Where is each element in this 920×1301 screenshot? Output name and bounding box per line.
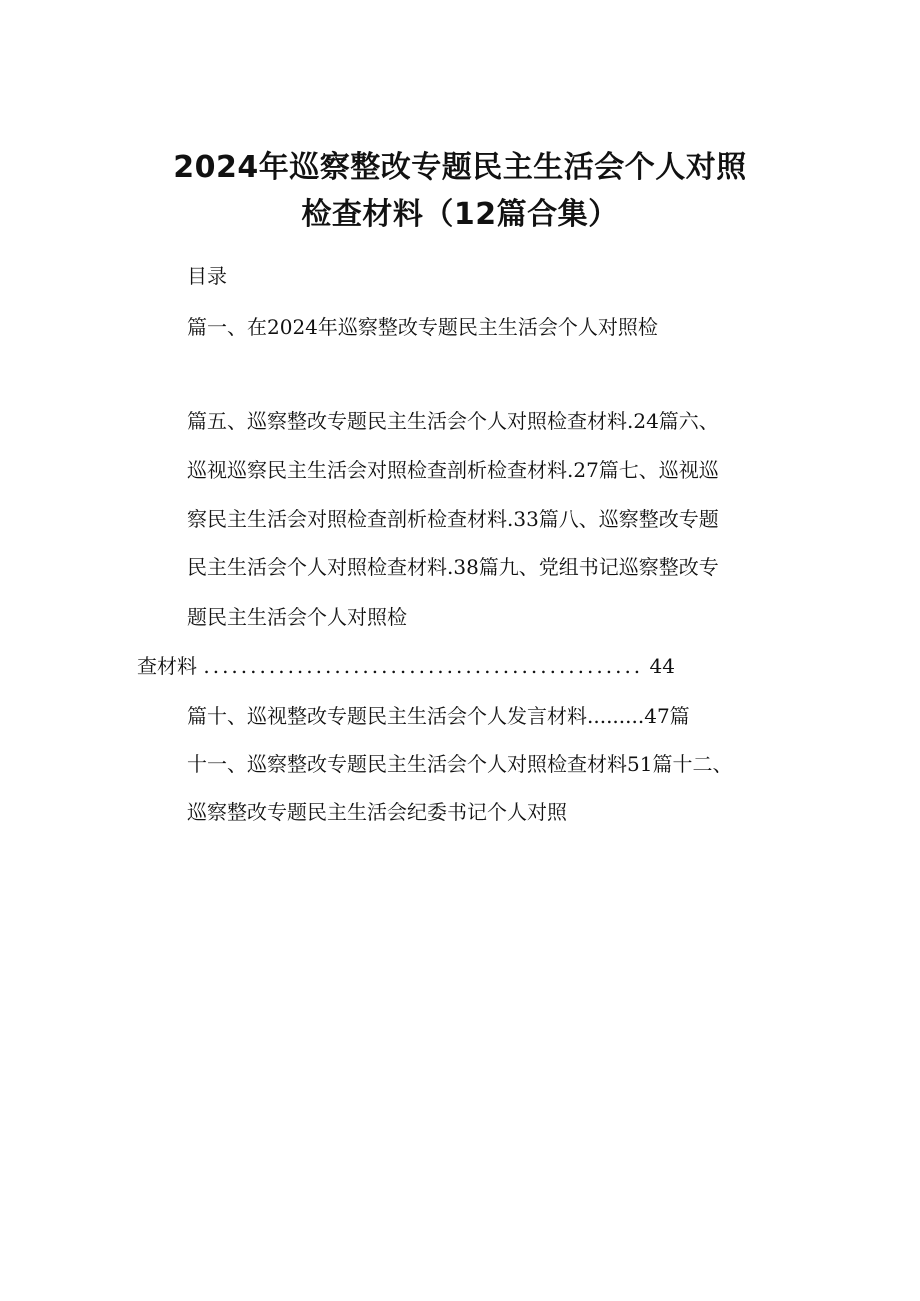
toc-line: 篇十、巡视整改专题民主生活会个人发言材料.........47篇 — [187, 704, 690, 728]
toc-page-number: 44 — [649, 654, 675, 678]
toc-dot-leader: ............................................... — [203, 654, 644, 678]
toc-line: 题民主生活会个人对照检 — [187, 605, 407, 629]
toc-line: 巡察整改专题民主生活会纪委书记个人对照 — [187, 800, 567, 824]
toc-line: 篇一、在2024年巡察整改专题民主生活会个人对照检 — [187, 315, 658, 339]
toc-heading: 目录 — [187, 264, 227, 288]
document-title-line-2: 检查材料（12篇合集） — [301, 197, 619, 232]
toc-line: 十一、巡察整改专题民主生活会个人对照检查材料51篇十二、 — [187, 752, 733, 776]
toc-entry-with-leader — [137, 652, 675, 680]
toc-line: 察民主生活会对照检查剖析检查材料.33篇八、巡察整改专题 — [187, 507, 719, 531]
toc-line: 巡视巡察民主生活会对照检查剖析检查材料.27篇七、巡视巡 — [187, 458, 719, 482]
toc-entry-text: 查材料 — [137, 654, 197, 678]
toc-line: 民主生活会个人对照检查材料.38篇九、党组书记巡察整改专 — [187, 555, 719, 579]
document-title-line-1: 2024年巡察整改专题民主生活会个人对照 — [173, 150, 747, 185]
toc-line: 篇五、巡察整改专题民主生活会个人对照检查材料.24篇六、 — [187, 409, 719, 433]
